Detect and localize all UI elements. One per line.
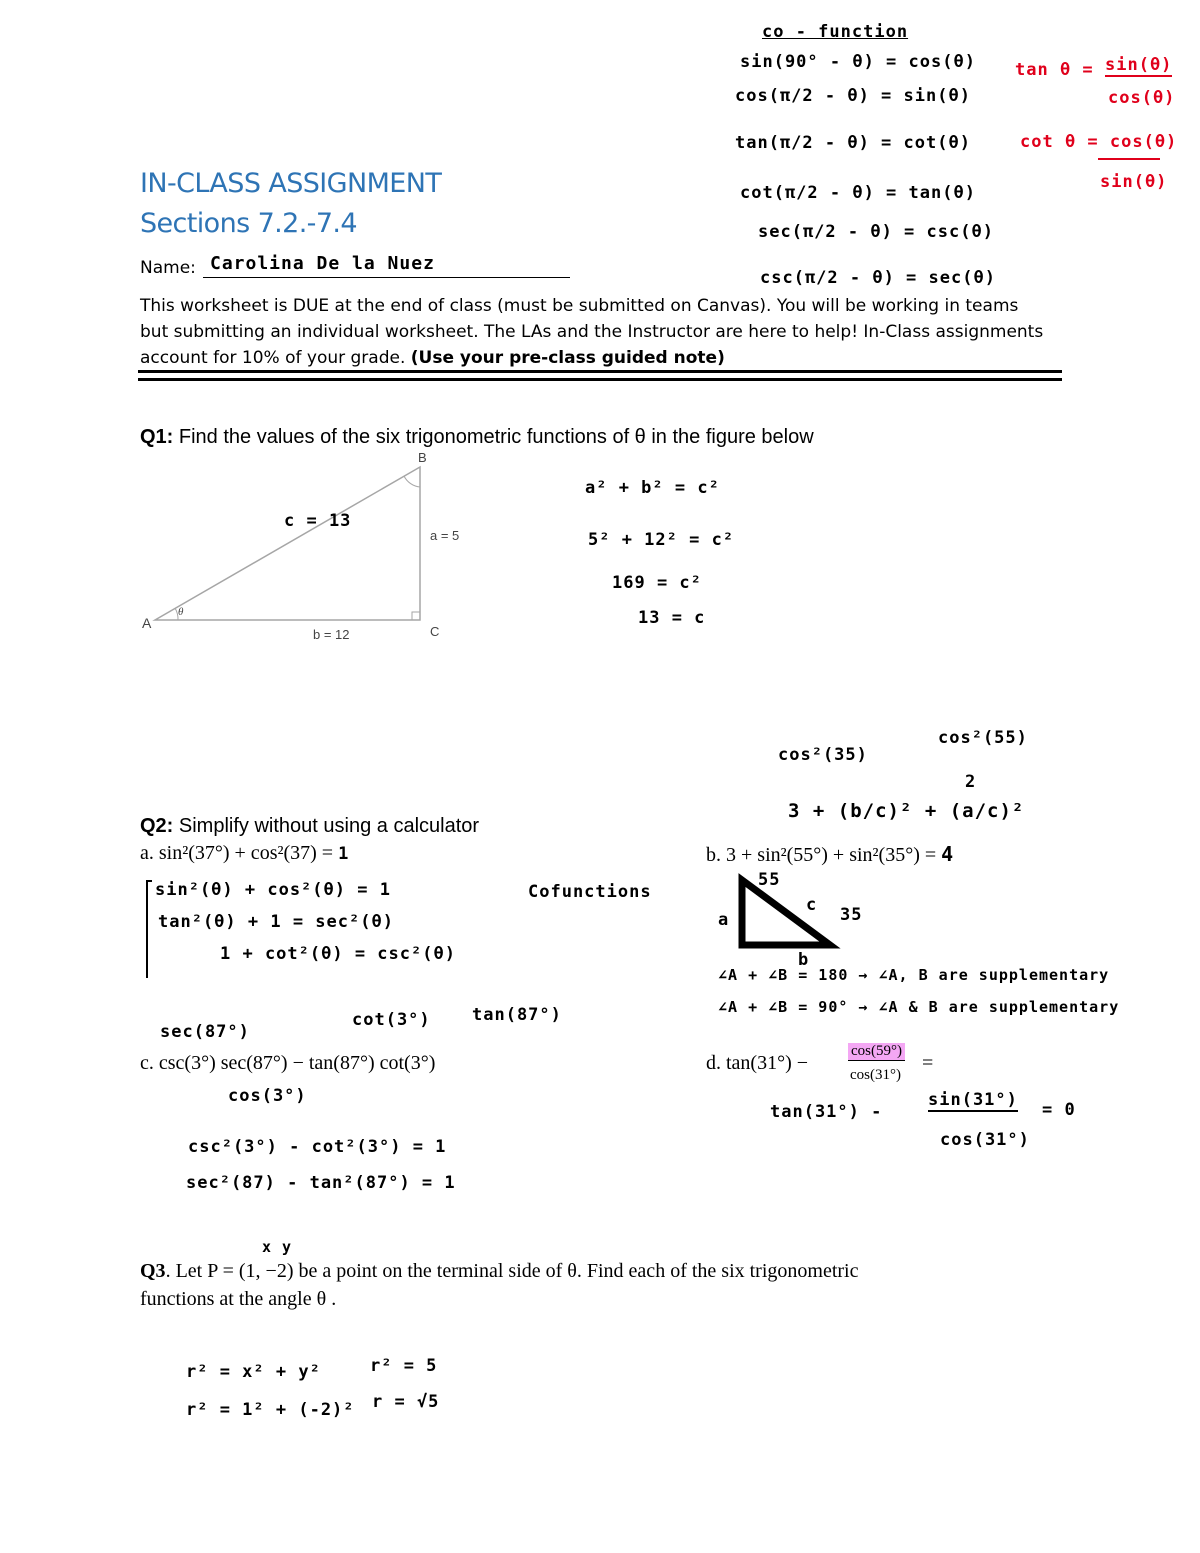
q2b-answer: 4: [941, 842, 955, 866]
q1-work-line-2: 5² + 12² = c²: [588, 530, 735, 550]
q2b-work-line: 3 + (b/c)² + (a/c)²: [788, 800, 1025, 822]
right-angle-marker: [412, 612, 420, 620]
q2c-work-line-1: csc²(3°) - cot²(3°) = 1: [188, 1137, 447, 1157]
angle-arc-b: [404, 476, 420, 487]
q1-prompt: Q1: Find the values of the six trigonometric functions of θ in the figure below: [140, 426, 814, 448]
q2a-identity-1: sin²(θ) + cos²(θ) = 1: [155, 880, 391, 900]
side-c-label: c = 13: [284, 511, 352, 531]
red-cot-denominator: sin(θ): [1100, 172, 1168, 192]
q2b-note-2: ∠A + ∠B = 90° → ∠A & B are supplementary: [718, 998, 1120, 1016]
vertex-b-label: B: [418, 450, 427, 465]
q2a-identity-2: tan²(θ) + 1 = sec²(θ): [158, 912, 394, 932]
q2a-expression: a. sin²(37°) + cos²(37) = 1: [140, 842, 350, 864]
q3-prompt-line-1: Q3. Let P = (1, −2) be a point on the terminal side of θ. Find each of the six trigonometric: [140, 1260, 859, 1282]
divider-top: [138, 370, 1062, 373]
q2b-tri-label-b: b: [798, 950, 810, 970]
q2a-bracket: [146, 880, 152, 978]
cofunction-line-5: sec(π/2 - θ) = csc(θ): [758, 222, 994, 242]
q2-prompt: Q2: Simplify without using a calculator: [140, 815, 480, 837]
q2b-note-right: cos²(55): [938, 728, 1028, 748]
q3-xy-note: x y: [262, 1238, 293, 1256]
q3-work-line-3: r² = 5: [370, 1356, 438, 1376]
q2a-identity-3: 1 + cot²(θ) = csc²(θ): [220, 944, 456, 964]
q3-prompt-line-2: functions at the angle θ .: [140, 1288, 337, 1310]
q2b-expression: b. 3 + sin²(55°) + sin²(35°) = 4: [706, 842, 955, 866]
sections-subtitle: Sections 7.2.-7.4: [140, 208, 357, 239]
name-underline: [203, 277, 570, 278]
q2c-work-line-2: sec²(87) - tan²(87°) = 1: [186, 1173, 456, 1193]
q1-work-line-1: a² + b² = c²: [585, 478, 720, 498]
cofunction-line-3: tan(π/2 - θ) = cot(θ): [735, 133, 971, 153]
q2c-note-tan: tan(87°): [472, 1005, 562, 1025]
vertex-c-label: C: [430, 624, 440, 639]
q2d-work-left: tan(31°) -: [770, 1102, 883, 1122]
cofunction-line-6: csc(π/2 - θ) = sec(θ): [760, 268, 996, 288]
side-a-label: a = 5: [430, 528, 460, 543]
red-tan-identity: tan θ =: [1015, 60, 1094, 80]
q2b-tri-label-a: a: [718, 910, 730, 930]
q3-work-line-4: r = √5: [372, 1392, 440, 1412]
q2c-expression: c. csc(3°) sec(87°) − tan(87°) cot(3°): [140, 1052, 436, 1074]
q3-work-line-2: r² = 1² + (-2)²: [186, 1400, 355, 1420]
q2c-note-sec: sec(87°): [160, 1022, 250, 1042]
name-value: Carolina De la Nuez: [210, 253, 435, 274]
red-cot-identity: cot θ = cos(θ): [1020, 132, 1178, 152]
theta-label: θ: [178, 606, 184, 618]
side-b-label: b = 12: [313, 627, 350, 642]
red-tan-denominator: cos(θ): [1108, 88, 1176, 108]
divider-bottom: [138, 378, 1062, 381]
triangle-shape: [155, 467, 420, 620]
q2d-numerator: cos(59°): [848, 1043, 905, 1061]
intro-line-2: but submitting an individual worksheet. The LAs and the Instructor are here to help! In-Class assignments: [140, 322, 1044, 342]
q2b-tri-label-c: c: [806, 895, 818, 915]
q2b-exponent: 2: [965, 772, 977, 792]
q2d-denominator: cos(31°): [850, 1067, 901, 1083]
intro-bold-note: (Use your pre-class guided note): [410, 348, 725, 368]
q3-work-line-1: r² = x² + y²: [186, 1362, 321, 1382]
q1-triangle-figure: [135, 450, 475, 650]
cofunction-line-4: cot(π/2 - θ) = tan(θ): [740, 183, 976, 203]
vertex-a-label: A: [142, 615, 152, 631]
q2b-note-1: ∠A + ∠B = 180 → ∠A, B are supplementary: [718, 966, 1110, 984]
q2c-note-cot: cot(3°): [352, 1010, 431, 1030]
q2b-note-left: cos²(35): [778, 745, 868, 765]
q2c-note-cos: cos(3°): [228, 1086, 307, 1106]
cofunction-line-2: cos(π/2 - θ) = sin(θ): [735, 86, 971, 106]
q2d-expression-left: d. tan(31°) −: [706, 1052, 809, 1074]
q2d-work-denominator: cos(31°): [940, 1130, 1030, 1150]
q1-work-line-3: 169 = c²: [612, 573, 702, 593]
q2a-answer: 1: [338, 844, 350, 864]
q2d-equals: =: [922, 1052, 934, 1074]
q2d-work-result: = 0: [1042, 1100, 1076, 1120]
cofunction-heading: co - function: [762, 22, 909, 42]
cofunction-line-1: sin(90° - θ) = cos(θ): [740, 52, 976, 72]
q2b-tri-label-top: 55: [758, 870, 781, 890]
assignment-title: IN-CLASS ASSIGNMENT: [140, 168, 442, 199]
intro-line-3: account for 10% of your grade. (Use your pre-class guided note): [140, 348, 725, 368]
red-tan-numerator: sin(θ): [1105, 55, 1173, 75]
red-cot-fraction-bar: [1098, 158, 1160, 160]
cofunctions-note: Cofunctions: [528, 882, 652, 902]
name-label: Name:: [140, 258, 196, 278]
q2d-work-numerator: sin(31°): [928, 1090, 1018, 1110]
q2b-tri-label-side: 35: [840, 905, 863, 925]
q1-work-line-4: 13 = c: [638, 608, 706, 628]
intro-line-1: This worksheet is DUE at the end of class (must be submitted on Canvas). You will be working in teams: [140, 296, 1019, 316]
